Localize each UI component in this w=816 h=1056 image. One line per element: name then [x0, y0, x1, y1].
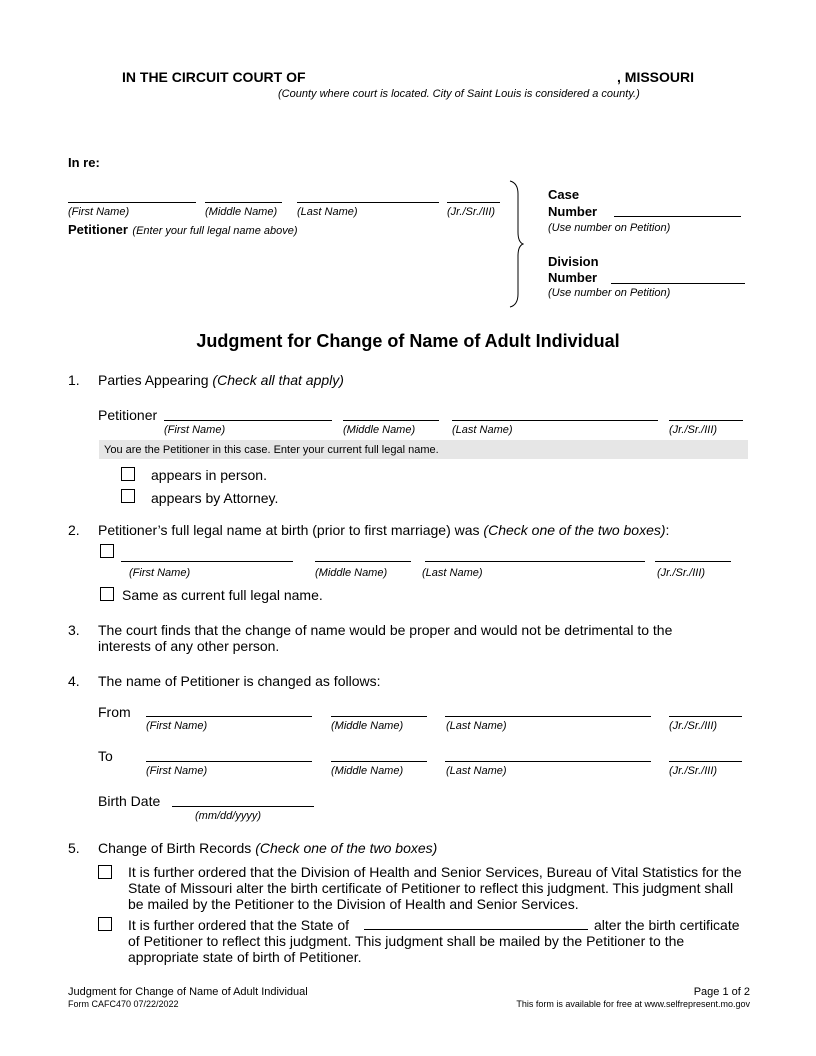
- division-label-1: Division: [548, 254, 599, 269]
- s1-suffix-label: (Jr./Sr./III): [669, 424, 718, 436]
- s2-last-name-line[interactable]: [425, 561, 645, 562]
- county-note: (County where court is located. City of Saint Louis is considered a county.): [278, 88, 640, 100]
- s4-date-format: (mm/dd/yyyy): [195, 810, 261, 822]
- s4-to-suffix-line[interactable]: [669, 761, 742, 762]
- s5-option-2c: of Petitioner to reflect this judgment. This judgment shall be mailed by the Petitioner to the appropriate state of birth of Petitioner.: [128, 933, 685, 965]
- s1-attorney-label: appears by Attorney.: [151, 490, 279, 506]
- case-label-2: Number: [548, 204, 598, 219]
- footer-form: Form CAFC470 07/22/2022: [68, 999, 179, 1009]
- s1-hint: You are the Petitioner in this case. Enter your current full legal name.: [104, 444, 439, 456]
- state-label: , MISSOURI: [617, 69, 695, 85]
- s1-middle-name-line[interactable]: [343, 420, 439, 421]
- s2-suffix-label: (Jr./Sr./III): [657, 567, 706, 579]
- caption-first-name-line[interactable]: [68, 202, 196, 203]
- s4-from-middle-line[interactable]: [331, 716, 427, 717]
- caption-last-name-line[interactable]: [297, 202, 439, 203]
- s2-same-label: Same as current full legal name.: [122, 587, 323, 603]
- s4-from-suffix-label: (Jr./Sr./III): [669, 720, 718, 732]
- s4-from-first-label: (First Name): [146, 720, 208, 732]
- s5-label-note: (Check one of the two boxes): [255, 840, 438, 856]
- s5-missouri-checkbox[interactable]: [98, 865, 112, 879]
- caption-last-label: (Last Name): [297, 206, 358, 218]
- s1-attorney-checkbox[interactable]: [121, 489, 135, 503]
- footer-title: Judgment for Change of Name of Adult Individual: [68, 986, 308, 998]
- s4-from-last-label: (Last Name): [446, 720, 507, 732]
- s4-to-last-label: (Last Name): [446, 765, 507, 777]
- case-number-line[interactable]: [614, 216, 741, 217]
- s4-from-suffix-line[interactable]: [669, 716, 742, 717]
- s4-to-first-line[interactable]: [146, 761, 312, 762]
- s1-suffix-line[interactable]: [669, 420, 743, 421]
- s4-from-last-line[interactable]: [445, 716, 651, 717]
- s1-last-label: (Last Name): [452, 424, 513, 436]
- s2-suffix-line[interactable]: [655, 561, 731, 562]
- s1-first-label: (First Name): [164, 424, 226, 436]
- s5-other-state-checkbox[interactable]: [98, 917, 112, 931]
- caption-middle-name-line[interactable]: [205, 202, 282, 203]
- s5-num: 5.: [68, 840, 80, 856]
- s4-to-last-line[interactable]: [445, 761, 651, 762]
- s2-first-label: (First Name): [129, 567, 191, 579]
- s2-middle-name-line[interactable]: [315, 561, 411, 562]
- s4-to-first-label: (First Name): [146, 765, 208, 777]
- s2-num: 2.: [68, 522, 80, 538]
- s2-heading: [98, 522, 669, 538]
- s4-from-middle-label: (Middle Name): [331, 720, 404, 732]
- s2-birth-name-checkbox[interactable]: [100, 544, 114, 558]
- s2-same-checkbox[interactable]: [100, 587, 114, 601]
- s5-state-line[interactable]: [364, 929, 588, 930]
- division-number-line[interactable]: [611, 283, 745, 284]
- s5-option-2b: alter the birth certificate: [594, 917, 740, 933]
- s5-option-2a: It is further ordered that the State of: [128, 917, 350, 933]
- s1-num: 1.: [68, 372, 80, 388]
- caption-suffix-label: (Jr./Sr./III): [447, 206, 496, 218]
- s1-in-person-checkbox[interactable]: [121, 467, 135, 481]
- petitioner-label: Petitioner: [68, 222, 128, 237]
- s2-colon: :: [665, 522, 670, 538]
- caption-first-label: (First Name): [68, 206, 130, 218]
- caption-brace: [508, 180, 524, 308]
- s4-from-first-line[interactable]: [146, 716, 312, 717]
- division-label-2: Number: [548, 270, 598, 285]
- footer-free: This form is available for free at www.selfrepresent.mo.gov: [516, 999, 750, 1009]
- s5-heading: [98, 840, 437, 856]
- case-note: (Use number on Petition): [548, 222, 671, 234]
- s1-label-note: (Check all that apply): [212, 372, 344, 388]
- s1-heading: [98, 372, 344, 388]
- s4-from-label: From: [98, 704, 131, 720]
- s5-option-1: It is further ordered that the Division of Health and Senior Services, Bureau of Vital Statistics for the State of Missouri alter the birth certificate of Petitioner to reflect this judgment. This judgment shall be mailed by the Petitioner to the Division of Health and Senior Services.: [128, 864, 742, 912]
- s1-label: Parties Appearing: [98, 372, 209, 388]
- s2-text-note: (Check one of the two boxes): [483, 522, 666, 538]
- s4-to-middle-line[interactable]: [331, 761, 427, 762]
- s4-birth-date-label: Birth Date: [98, 793, 161, 809]
- s1-first-name-line[interactable]: [164, 420, 332, 421]
- s2-first-name-line[interactable]: [121, 561, 293, 562]
- s1-petitioner-label: Petitioner: [98, 407, 158, 423]
- petitioner-caption: [68, 221, 298, 239]
- in-re-label: In re:: [68, 155, 100, 170]
- court-label: IN THE CIRCUIT COURT OF: [122, 69, 306, 85]
- s3-text: The court finds that the change of name would be proper and would not be detrimental to the interests of any other person.: [98, 622, 673, 654]
- s4-to-middle-label: (Middle Name): [331, 765, 404, 777]
- footer-page: Page 1 of 2: [693, 986, 750, 998]
- s1-last-name-line[interactable]: [452, 420, 658, 421]
- petitioner-note: (Enter your full legal name above): [132, 225, 298, 237]
- s2-last-label: (Last Name): [422, 567, 483, 579]
- s4-to-label: To: [98, 748, 113, 764]
- caption-middle-label: (Middle Name): [205, 206, 278, 218]
- s2-middle-label: (Middle Name): [315, 567, 388, 579]
- case-label-1: Case: [548, 187, 580, 202]
- division-note: (Use number on Petition): [548, 287, 671, 299]
- s4-num: 4.: [68, 673, 80, 689]
- s4-text: The name of Petitioner is changed as follows:: [98, 673, 381, 689]
- s4-birth-date-line[interactable]: [172, 806, 314, 807]
- page-title: Judgment for Change of Name of Adult Individual: [196, 331, 620, 351]
- s1-middle-label: (Middle Name): [343, 424, 416, 436]
- s1-in-person-label: appears in person.: [151, 467, 267, 483]
- s2-text: Petitioner’s full legal name at birth (prior to first marriage) was: [98, 522, 480, 538]
- s3-num: 3.: [68, 622, 80, 638]
- s5-label: Change of Birth Records: [98, 840, 252, 856]
- s4-to-suffix-label: (Jr./Sr./III): [669, 765, 718, 777]
- caption-suffix-line[interactable]: [447, 202, 500, 203]
